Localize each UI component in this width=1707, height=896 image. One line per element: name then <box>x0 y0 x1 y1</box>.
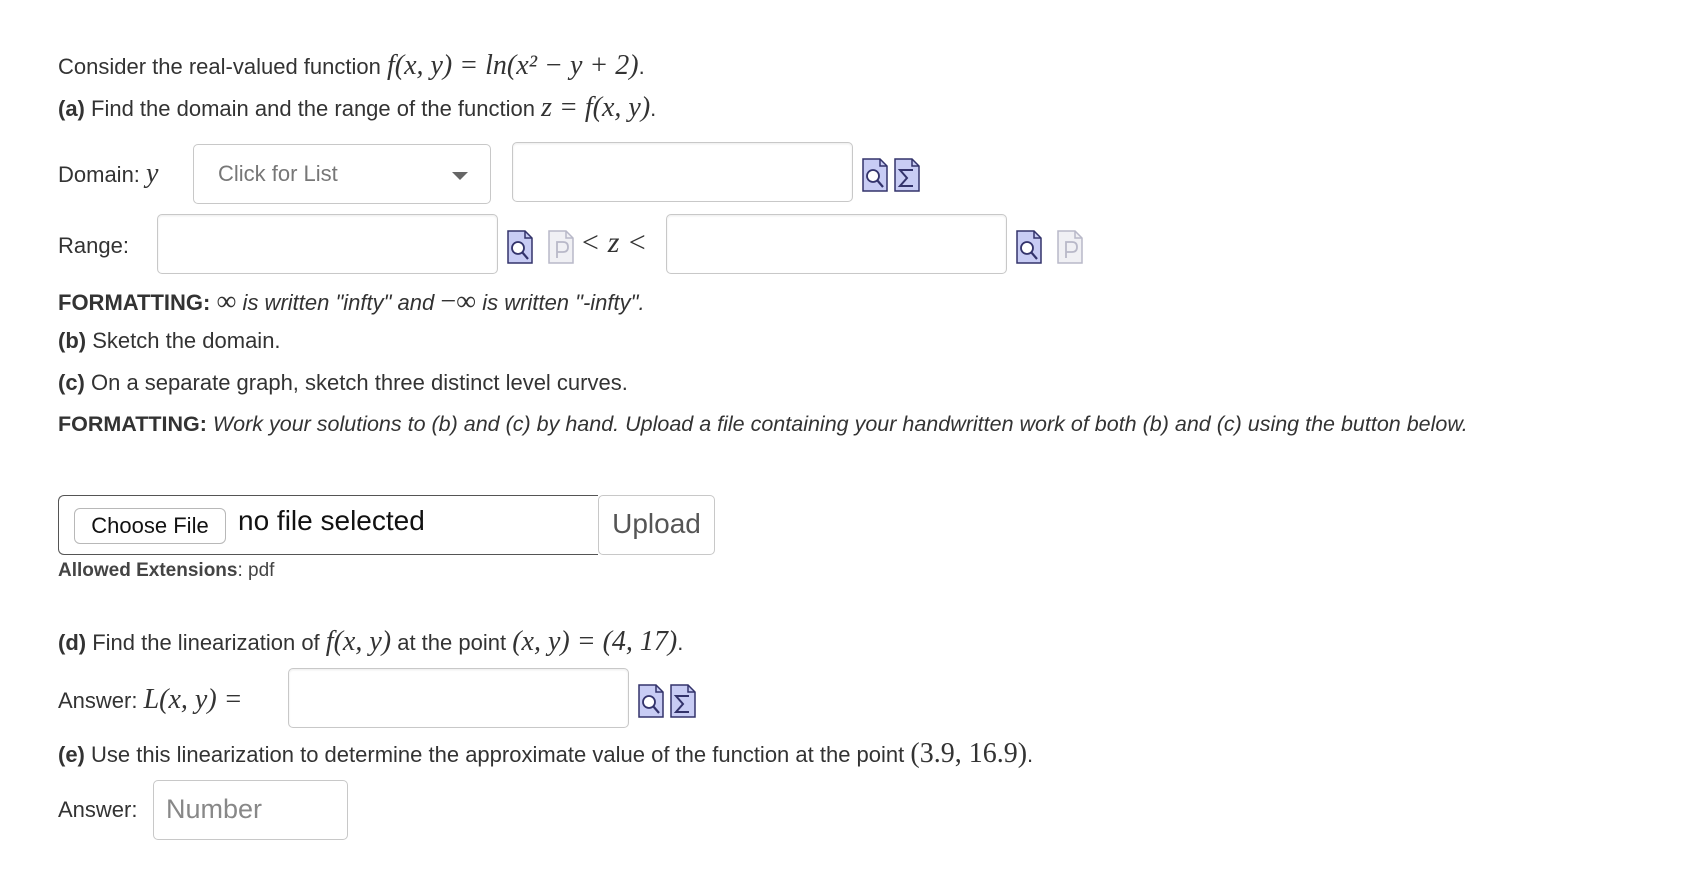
answer-d-formula: L(x, y) = <box>143 684 243 715</box>
answer-number-placeholder: Number <box>166 794 263 824</box>
file-status: no file selected <box>238 505 425 536</box>
answer-d-label: Answer: <box>58 688 144 713</box>
part-e-line <box>58 738 1033 770</box>
intro-text: Consider the real-valued function <box>58 54 387 79</box>
formatting-label-2: FORMATTING: <box>58 412 207 436</box>
part-a-line <box>58 92 656 124</box>
part-a-end: . <box>650 96 657 121</box>
infinity-symbol: ∞ <box>216 286 237 317</box>
preview-icon[interactable] <box>507 230 533 264</box>
part-a-formula: z = f(x, y) <box>541 92 651 123</box>
part-e-label: (e) <box>58 742 85 767</box>
part-b-label: (b) <box>58 328 87 353</box>
range-label: Range: <box>58 233 129 258</box>
preview-icon[interactable] <box>1016 230 1042 264</box>
domain-label: Domain: <box>58 162 147 187</box>
domain-label-group <box>58 158 158 190</box>
part-d-line <box>58 626 683 658</box>
part-b-text: Sketch the domain. <box>86 328 281 353</box>
part-a-label: (a) <box>58 96 85 121</box>
part-a-text: Find the domain and the range of the function <box>84 96 542 121</box>
domain-select-value: Click for List <box>218 161 338 186</box>
part-d-text-2: at the point <box>391 630 513 655</box>
part-d-text-1: Find the linearization of <box>86 630 326 655</box>
formatting-text-2: is written "-infty". <box>476 290 645 315</box>
neg-infinity-symbol: −∞ <box>440 286 477 317</box>
part-c-label: (c) <box>58 370 85 395</box>
upload-button[interactable]: Upload <box>598 495 715 555</box>
part-c-text: On a separate graph, sketch three distinct level curves. <box>84 370 628 395</box>
answer-d-label-group <box>58 684 243 716</box>
answer-number-input[interactable] <box>153 780 348 840</box>
chevron-down-icon <box>452 172 468 180</box>
sigma-equation-icon[interactable] <box>894 158 920 192</box>
range-lower-input[interactable] <box>157 214 498 274</box>
part-d-end: . <box>677 630 684 655</box>
intro-line <box>58 50 645 82</box>
intro-formula: f(x, y) = ln(x² − y + 2) <box>386 50 639 81</box>
sigma-equation-icon[interactable] <box>670 684 696 718</box>
choose-file-button[interactable]: Choose File <box>74 508 226 544</box>
formatting-note-2 <box>58 412 1468 437</box>
intro-end: . <box>638 54 645 79</box>
answer-e-label: Answer: <box>58 797 138 822</box>
part-e-text: Use this linearization to determine the approximate value of the function at the point <box>84 742 911 767</box>
domain-input[interactable] <box>512 142 853 202</box>
allowed-extensions-label: Allowed Extensions <box>58 560 238 581</box>
formatting-note-1 <box>58 286 645 318</box>
preview-icon[interactable] <box>638 684 664 718</box>
domain-relation-select[interactable] <box>193 144 491 204</box>
preview-icon[interactable] <box>862 158 888 192</box>
domain-var: y <box>146 158 159 189</box>
part-c-line <box>58 370 628 396</box>
part-d-label: (d) <box>58 630 87 655</box>
part-d-formula-1: f(x, y) <box>325 626 392 657</box>
part-e-end: . <box>1027 742 1034 767</box>
p-icon <box>1057 230 1083 264</box>
linearization-input[interactable] <box>288 668 629 728</box>
range-inequality: < z < <box>580 226 648 259</box>
formatting-label: FORMATTING: <box>58 290 211 315</box>
part-b-line <box>58 328 281 354</box>
formatting-text-3: Work your solutions to (b) and (c) by hand. Upload a file containing your handwritten work of both (b) and (c) using the button below. <box>206 412 1468 436</box>
allowed-extensions <box>58 560 274 582</box>
part-e-formula: (3.9, 16.9) <box>910 738 1028 769</box>
allowed-extensions-value: : pdf <box>237 560 275 581</box>
part-d-formula-2: (x, y) = (4, 17) <box>512 626 678 657</box>
formatting-text-1: is written "infty" and <box>236 290 441 315</box>
range-upper-input[interactable] <box>666 214 1007 274</box>
p-icon <box>548 230 574 264</box>
